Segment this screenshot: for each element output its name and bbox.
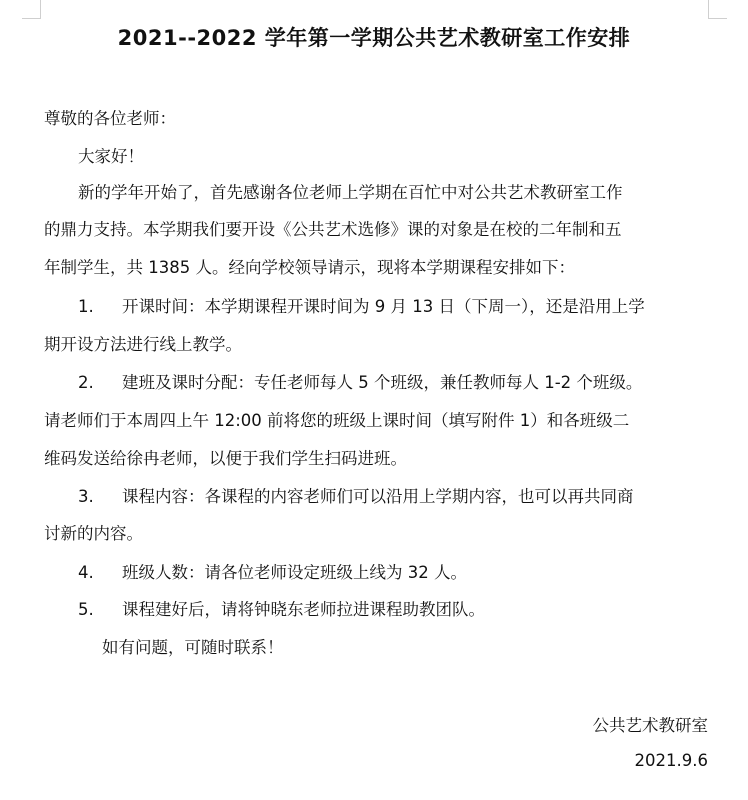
list-item-2	[78, 372, 642, 394]
crop-mark-top-left	[22, 0, 41, 19]
crop-mark-top-right	[708, 0, 727, 19]
list-item-number: 5.	[78, 600, 94, 619]
document-title: 2021--2022 学年第一学期公共艺术教研室工作安排	[117, 26, 631, 50]
list-item-number: 1.	[78, 297, 94, 316]
list-item-text: 建班及课时分配：专任老师每人 5 个班级，兼任教师每人 1-2 个班级。	[122, 373, 643, 392]
list-item-3-continuation: 讨新的内容。	[44, 524, 143, 543]
list-item-2-continuation-2: 维码发送给徐冉老师，以便于我们学生扫码进班。	[44, 449, 407, 468]
list-item-number: 4.	[78, 563, 94, 582]
list-item-2-continuation-1: 请老师们于本周四上午 12:00 前将您的班级上课时间（填写附件 1）和各班级二	[44, 411, 630, 430]
intro-line-2: 的鼎力支持。本学期我们要开设《公共艺术选修》课的对象是在校的二年制和五	[44, 220, 622, 239]
list-item-4	[78, 562, 467, 584]
date: 2021.9.6	[634, 751, 708, 770]
signature: 公共艺术教研室	[592, 716, 708, 735]
intro-line-3: 年制学生，共 1385 人。经向学校领导请示，现将本学期课程安排如下：	[44, 258, 575, 277]
list-item-text: 课程建好后，请将钟晓东老师拉进课程助教团队。	[122, 600, 485, 619]
list-item-1	[78, 296, 645, 318]
list-item-3	[78, 486, 634, 508]
list-item-text: 开课时间：本学期课程开课时间为 9 月 13 日（下周一），还是沿用上学	[122, 297, 645, 316]
list-item-number: 3.	[78, 487, 94, 506]
list-item-text: 班级人数：请各位老师设定班级上线为 32 人。	[122, 563, 467, 582]
salutation: 尊敬的各位老师：	[44, 109, 176, 128]
greeting: 大家好！	[78, 147, 144, 166]
list-item-text: 课程内容：各课程的内容老师们可以沿用上学期内容，也可以再共同商	[122, 487, 634, 506]
closing-remark: 如有问题，可随时联系！	[102, 638, 284, 657]
list-item-5	[78, 599, 485, 621]
intro-line-1: 新的学年开始了，首先感谢各位老师上学期在百忙中对公共艺术教研室工作	[78, 183, 623, 202]
list-item-1-continuation: 期开设方法进行线上教学。	[44, 335, 242, 354]
list-item-number: 2.	[78, 373, 94, 392]
